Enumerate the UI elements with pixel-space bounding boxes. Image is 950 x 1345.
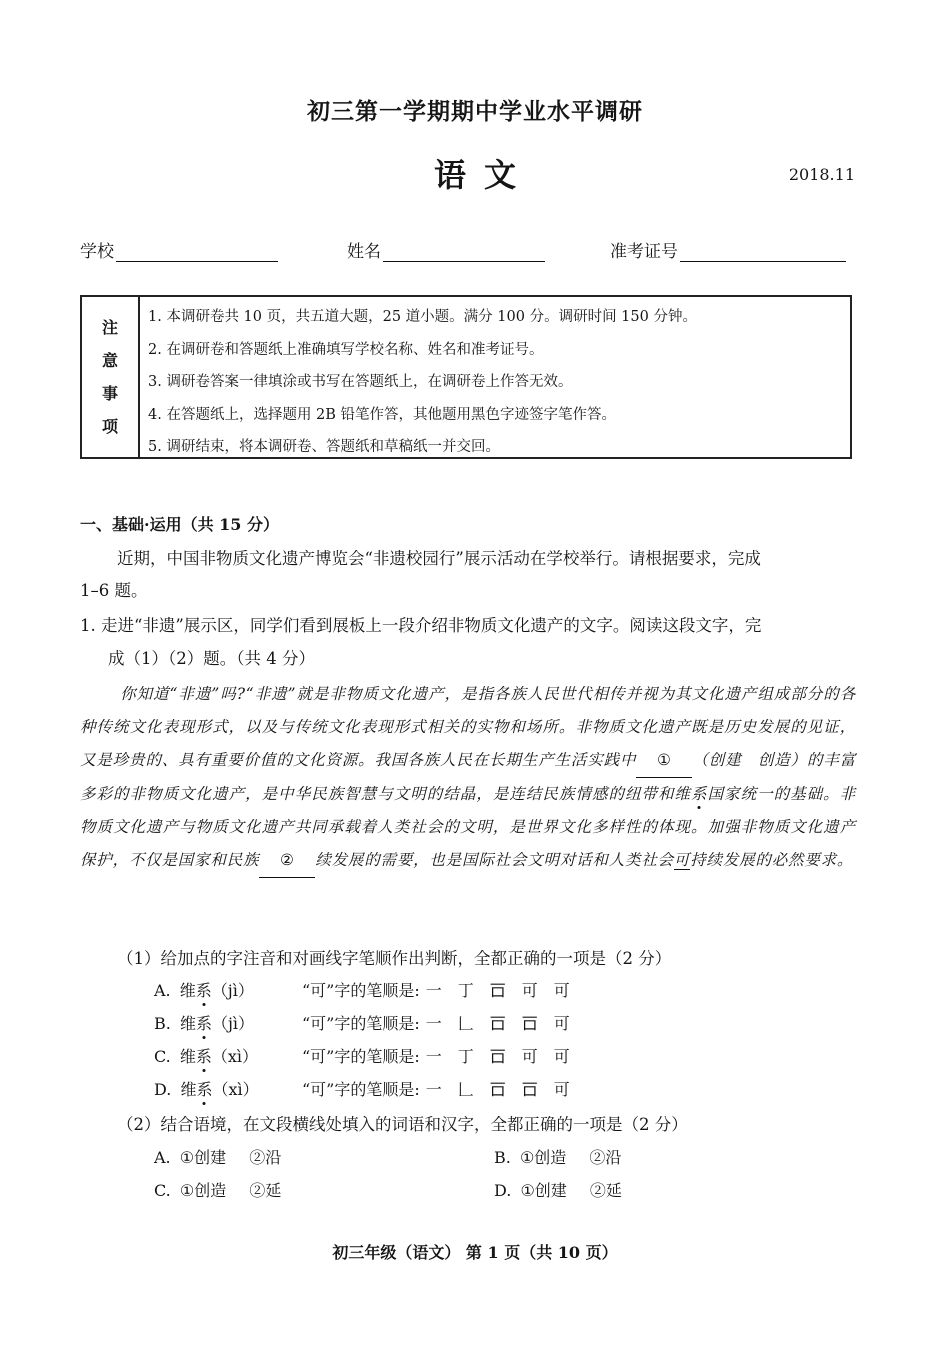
option-dotted-char: 系: [195, 1047, 212, 1066]
stroke-sequence: 一 𠃊 𠮛 𠮛 可: [425, 1080, 570, 1099]
stroke-sequence: 一 𠃊 𠮛 𠮛 可: [425, 1014, 570, 1033]
option-letter: D.: [494, 1181, 512, 1200]
option-dotted-char: 系: [195, 981, 212, 1000]
option-word: 维: [179, 1047, 196, 1066]
notice-item: 5. 调研结束，将本调研卷、答题纸和草稿纸一并交回。: [148, 439, 500, 455]
school-line[interactable]: [116, 243, 278, 262]
section-intro-line1: 近期，中国非物质文化遗产博览会“非遗校园行”展示活动在学校举行。请根据要求，完成: [117, 549, 761, 568]
stroke-label: “可”字的笔顺是:: [302, 1014, 420, 1033]
section-heading: 一、基础·运用（共 15 分）: [80, 515, 279, 534]
dotted-char: 系: [691, 785, 708, 803]
exam-id-field[interactable]: [610, 237, 846, 262]
name-line[interactable]: [383, 243, 545, 262]
notice-item: 4. 在答题纸上，选择题用 2B 铅笔作答，其他题用黑色字迹签字笔作答。: [148, 406, 617, 423]
blank-2: ②: [259, 844, 315, 878]
option-char: ②沿: [589, 1148, 622, 1167]
exam-title: 初三第一学期期中学业水平调研: [307, 98, 643, 125]
option-c[interactable]: [154, 1044, 258, 1067]
option-char: ②沿: [249, 1148, 282, 1167]
name-label: 姓名: [347, 242, 381, 262]
exam-date: 2018.11: [788, 165, 855, 184]
option-word: 维: [179, 1014, 196, 1033]
stroke-sequence: 一 丁 𠮛 可 可: [425, 1047, 570, 1066]
option-a-strokes: [302, 978, 570, 1001]
notice-label-char: 意: [101, 351, 118, 370]
option-word: ①创造: [519, 1148, 567, 1167]
option-b[interactable]: [494, 1145, 621, 1168]
notice-box: [80, 295, 852, 459]
passage-text: 持续发展的必然要求。: [690, 851, 854, 869]
school-field[interactable]: [80, 237, 278, 262]
name-field[interactable]: [347, 237, 545, 262]
option-c[interactable]: [154, 1178, 281, 1201]
option-pinyin: （xì）: [212, 1080, 259, 1099]
stroke-label: “可”字的笔顺是:: [302, 1047, 420, 1066]
option-pinyin: （jì）: [211, 981, 254, 1000]
option-a[interactable]: [154, 978, 254, 1001]
option-letter: D.: [154, 1080, 172, 1099]
reading-passage: [80, 678, 856, 878]
notice-label: [82, 297, 140, 457]
stroke-sequence: 一 丁 𠮛 可 可: [425, 981, 570, 1000]
notice-label-char: 项: [101, 417, 118, 436]
option-letter: B.: [154, 1014, 171, 1033]
sub-question-1-stem: （1）给加点的字注音和对画线字笔顺作出判断，全都正确的一项是（2 分）: [117, 949, 672, 968]
option-letter: A.: [154, 981, 171, 1000]
option-letter: C.: [154, 1047, 171, 1066]
option-char: ②延: [249, 1181, 282, 1200]
option-b[interactable]: [154, 1011, 254, 1034]
option-dotted-char: 系: [195, 1014, 212, 1033]
passage-text: 你知道“非遗”吗?“非遗”就是非物质文化遗产，是指各族人民世代相传并视为其文化遗产组成部分的各种传统文化表现形式，以及与传统文化表现形式相关的实物和场所。非物质文化遗产既是历史发展的见证，又是珍贵的、具有重要价值的文化资源。我国各族人民在长期生产生活实践中: [80, 685, 856, 769]
question-1-line2: 成（1）（2）题。（共 4 分）: [108, 649, 315, 668]
passage-text: （创建 创造）的丰富多彩的非物质文化遗产，是中华民族智慧与文明的结晶，是连结民族情感的纽带和维: [80, 751, 856, 803]
option-dotted-char: 系: [196, 1080, 213, 1099]
underlined-char: 可: [673, 851, 691, 869]
notice-items: [140, 297, 850, 457]
notice-label-char: 注: [101, 318, 118, 337]
stroke-label: “可”字的笔顺是:: [302, 981, 420, 1000]
notice-item: 1. 本调研卷共 10 页，共五道大题，25 道小题。满分 100 分。调研时间 150 分钟。: [148, 309, 697, 325]
notice-label-char: 事: [101, 384, 118, 403]
subject-title: 语文: [433, 156, 534, 194]
stroke-label: “可”字的笔顺是:: [302, 1080, 420, 1099]
school-label: 学校: [80, 242, 114, 262]
option-letter: B.: [494, 1148, 511, 1167]
option-letter: A.: [154, 1148, 171, 1167]
option-word: 维: [180, 1080, 197, 1099]
option-word: ①创建: [179, 1148, 227, 1167]
option-char: ②延: [589, 1181, 622, 1200]
notice-item: 2. 在调研卷和答题纸上准确填写学校名称、姓名和准考证号。: [148, 341, 544, 358]
passage-text: 国家统一的基础。非物质文化遗产与物质文化遗产共同承载着人类社会的文明，是世界文化多样性的体现。加强非物质文化遗产保护，不仅是国家和民族: [80, 785, 856, 869]
option-b-strokes: [302, 1011, 570, 1034]
option-word: ①创建: [520, 1181, 567, 1200]
option-d-strokes: [302, 1077, 570, 1100]
option-word: 维: [179, 981, 196, 1000]
passage-text: 续发展的需要，也是国际社会文明对话和人类社会: [315, 851, 674, 869]
option-d[interactable]: [154, 1077, 259, 1100]
notice-item: 3. 调研卷答案一律填涂或书写在答题纸上，在调研卷上作答无效。: [148, 374, 573, 390]
option-pinyin: （jì）: [211, 1014, 255, 1033]
option-c-strokes: [302, 1044, 570, 1067]
blank-1: ①: [636, 744, 692, 778]
option-letter: C.: [154, 1181, 171, 1200]
question-1-line1: 1. 走进“非遗”展示区，同学们看到展板上一段介绍非物质文化遗产的文字。阅读这段文字，完: [80, 616, 762, 635]
page-footer: 初三年级（语文） 第 1 页（共 10 页）: [332, 1243, 618, 1262]
exam-id-line[interactable]: [680, 243, 846, 262]
sub-question-2-stem: （2）结合语境，在文段横线处填入的词语和汉字，全都正确的一项是（2 分）: [117, 1115, 688, 1134]
option-a[interactable]: [154, 1145, 281, 1168]
option-word: ①创造: [179, 1181, 227, 1200]
section-intro-line2: 1–6 题。: [80, 581, 148, 600]
exam-id-label: 准考证号: [610, 242, 678, 262]
option-d[interactable]: [494, 1178, 622, 1201]
option-pinyin: （xì）: [211, 1047, 259, 1066]
